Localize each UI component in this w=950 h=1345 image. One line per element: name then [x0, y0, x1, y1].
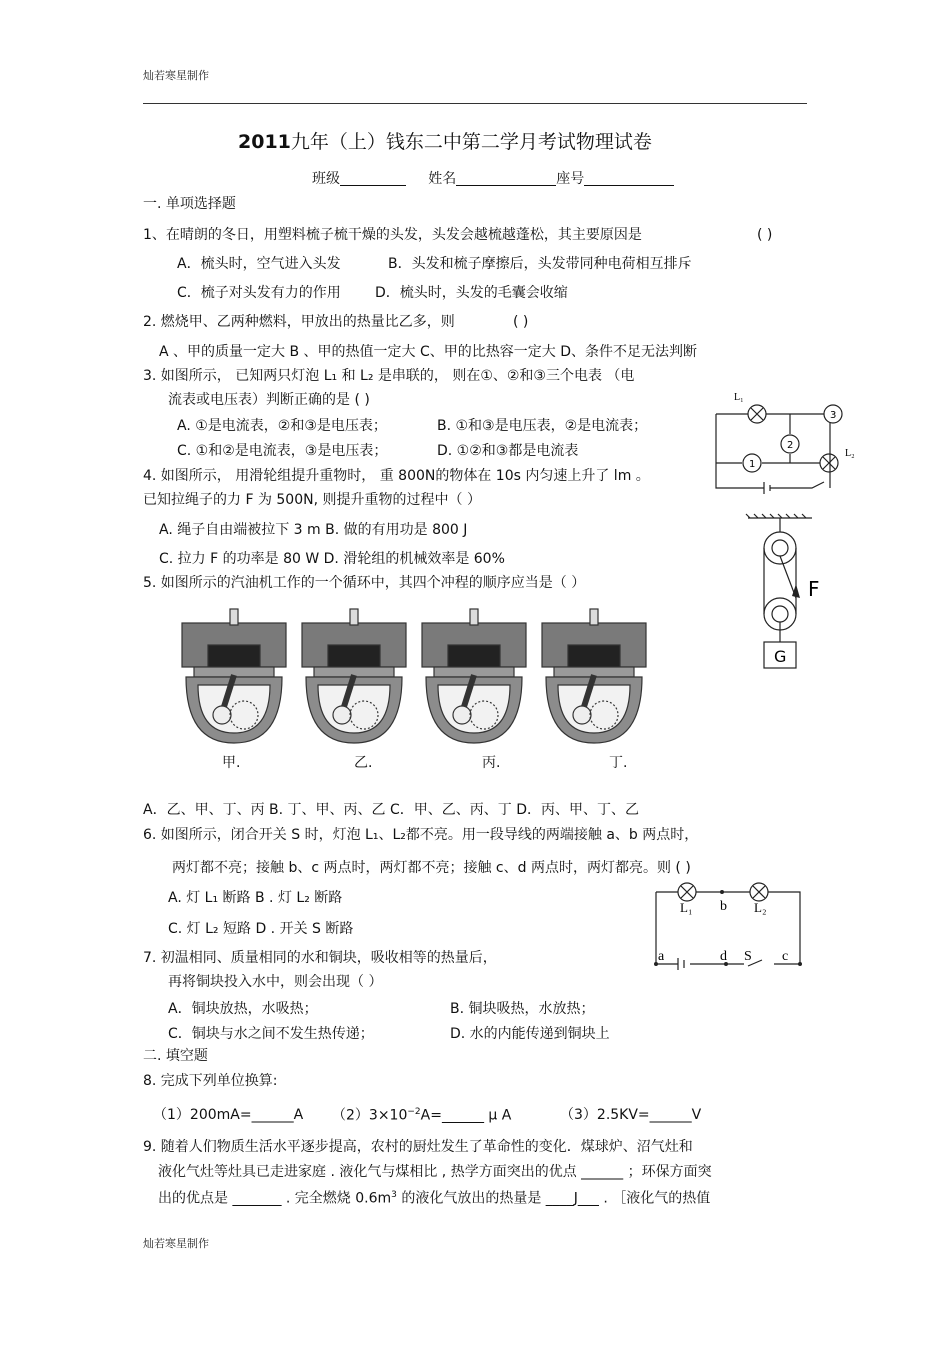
q8-part2-base: （2）3×10: [332, 1107, 408, 1124]
q2-options: A 、甲的质量一定大 B 、甲的热值一定大 C、甲的比热容一定大 D、条件不足无法判断: [159, 344, 697, 360]
page-footer: 灿若寒星制作: [143, 1237, 209, 1250]
q3-option-c: C. ①和②是电流表，③是电压表；: [177, 443, 388, 459]
q4-fig-weight: G: [774, 647, 787, 666]
q1-option-b: B．头发和梳子摩擦后，头发带同种电荷相互排斥: [388, 256, 692, 272]
q5-engine-figure: [178, 603, 608, 748]
title-year: 2011: [238, 131, 291, 153]
q3-option-d: D. ①②和③都是电流表: [437, 443, 579, 459]
page-title: [238, 133, 652, 152]
q9-line3-b: 的液化气放出的热量是 ____J___ . ［液化气的热值: [396, 1190, 711, 1207]
section-choice: 一. 单项选择题: [143, 196, 236, 212]
seat-blank[interactable]: [584, 171, 674, 186]
q1-option-d: D．梳头时，头发的毛囊会收缩: [375, 285, 568, 301]
q1-paren: ( ): [757, 227, 773, 243]
q7-line1: 7. 初温相同、质量相同的水和铜块，吸收相等的热量后，: [143, 950, 497, 966]
section-fill: 二. 填空题: [143, 1048, 208, 1064]
q4-fig-force: F: [808, 577, 820, 601]
q3-fig-l2: L₂: [845, 448, 855, 459]
q6-fig-l2: L₂: [754, 900, 767, 915]
q8-stem: 8. 完成下列单位换算:: [143, 1073, 278, 1089]
q7-option-b: B. 铜块吸热，水放热；: [450, 1001, 595, 1017]
q3-line2: 流表或电压表）判断正确的是 ( ): [168, 392, 370, 408]
name-blank[interactable]: [456, 171, 556, 186]
q6-line1: 6. 如图所示，闭合开关 S 时，灯泡 L₁、L₂都不亮。用一段导线的两端接触 a、b 两点时，: [143, 827, 699, 843]
q3-line1: 3. 如图所示， 已知两只灯泡 L₁ 和 L₂ 是串联的， 则在①、②和③三个电表 （电: [143, 368, 635, 384]
q2-paren: ( ): [513, 314, 529, 330]
q1-option-a: A．梳头时，空气进入头发: [177, 256, 341, 272]
class-blank[interactable]: [340, 171, 406, 186]
q3-fig-meter1: 1: [749, 459, 756, 470]
q8-part3: （3）2.5KV=______V: [560, 1107, 702, 1123]
q5-label-yi: 乙.: [354, 755, 373, 771]
q4-options-cd: C. 拉力 F 的功率是 80 W D. 滑轮组的机械效率是 60%: [159, 551, 505, 567]
q9-line2: 液化气灶等灶具已走进家庭 . 液化气与煤相比 , 热学方面突出的优点 ______ ；环保方面突: [158, 1164, 712, 1180]
q3-option-b: B. ①和③是电压表，②是电流表；: [437, 418, 648, 434]
q7-option-a: A．铜块放热，水吸热；: [168, 1001, 318, 1017]
q8-part1: （1）200mA=______A: [153, 1107, 304, 1123]
q6-fig-a: a: [658, 949, 665, 964]
q9-line1: 9. 随着人们物质生活水平逐步提高，农村的厨灶发生了革命性的变化．煤球炉、沼气灶和: [143, 1139, 693, 1155]
student-info: [312, 171, 674, 186]
q1-option-c: C．梳子对头发有力的作用: [177, 285, 341, 301]
q3-fig-meter2: 2: [787, 440, 794, 451]
q5-label-ding: 丁.: [609, 755, 628, 771]
q5-options: A．乙、甲、丁、丙 B. 丁、甲、丙、乙 C．甲、乙、丙、丁 D．丙、甲、丁、乙: [143, 802, 639, 818]
q6-fig-d: d: [720, 949, 727, 964]
q8-part2-exp: −2: [407, 1107, 421, 1117]
q2-stem: 2. 燃烧甲、乙两种燃料，甲放出的热量比乙多，则: [143, 314, 455, 330]
q5-label-jia: 甲.: [222, 755, 241, 771]
q3-circuit-figure: [712, 390, 855, 495]
q4-line1: 4. 如图所示， 用滑轮组提升重物时， 重 800N的物体在 10s 内匀速上升了 lm 。: [143, 468, 650, 484]
q7-option-d: D. 水的内能传递到铜块上: [450, 1026, 610, 1042]
q5-label-bing: 丙.: [482, 755, 501, 771]
q7-option-c: C．铜块与水之间不发生热传递；: [168, 1026, 374, 1042]
q6-fig-s: S: [744, 949, 752, 964]
page-header: 灿若寒星制作: [143, 69, 209, 82]
q8-part2: [332, 1108, 511, 1123]
q1-stem: 1、在晴朗的冬日，用塑料梳子梳干燥的头发，头发会越梳越蓬松，其主要原因是: [143, 227, 642, 243]
q6-options-ab: A. 灯 L₁ 断路 B . 灯 L₂ 断路: [168, 890, 343, 906]
seat-label: 座号: [556, 171, 585, 187]
q6-fig-b: b: [720, 899, 727, 914]
q6-fig-c: c: [782, 949, 789, 964]
q9-line3: [158, 1191, 710, 1206]
q6-fig-l1: L₁: [680, 900, 693, 915]
q4-pulley-figure: [740, 514, 820, 674]
q8-part2-rest: A=______ μ A: [420, 1107, 512, 1124]
q3-fig-l1: L₁: [734, 392, 744, 403]
title-text: 九年（上）钱东二中第二学月考试物理试卷: [290, 131, 652, 153]
q7-line2: 再将铜块投入水中，则会出现（ ）: [168, 974, 383, 990]
q6-circuit-figure: [650, 880, 810, 975]
name-label: 姓名: [428, 171, 457, 187]
q4-options-ab: A. 绳子自由端被拉下 3 m B. 做的有用功是 800 J: [159, 522, 468, 538]
q5-stem: 5. 如图所示的汽油机工作的一个循环中，其四个冲程的顺序应当是（ ）: [143, 575, 586, 591]
q9-line3-exp: 3: [391, 1190, 397, 1200]
q9-line3-a: 出的优点是 _______ . 完全燃烧 0.6m: [158, 1190, 392, 1207]
class-label: 班级: [312, 171, 340, 187]
q6-line2: 两灯都不亮；接触 b、c 两点时，两灯都不亮；接触 c、d 两点时，两灯都亮。则 ( ): [172, 860, 691, 876]
q3-fig-meter3: 3: [830, 410, 837, 421]
header-rule: [143, 103, 807, 104]
q6-options-cd: C. 灯 L₂ 短路 D . 开关 S 断路: [168, 921, 354, 937]
q4-line2: 已知拉绳子的力 F 为 500N, 则提升重物的过程中（ ）: [143, 492, 481, 508]
q3-option-a: A. ①是电流表，②和③是电压表；: [177, 418, 387, 434]
